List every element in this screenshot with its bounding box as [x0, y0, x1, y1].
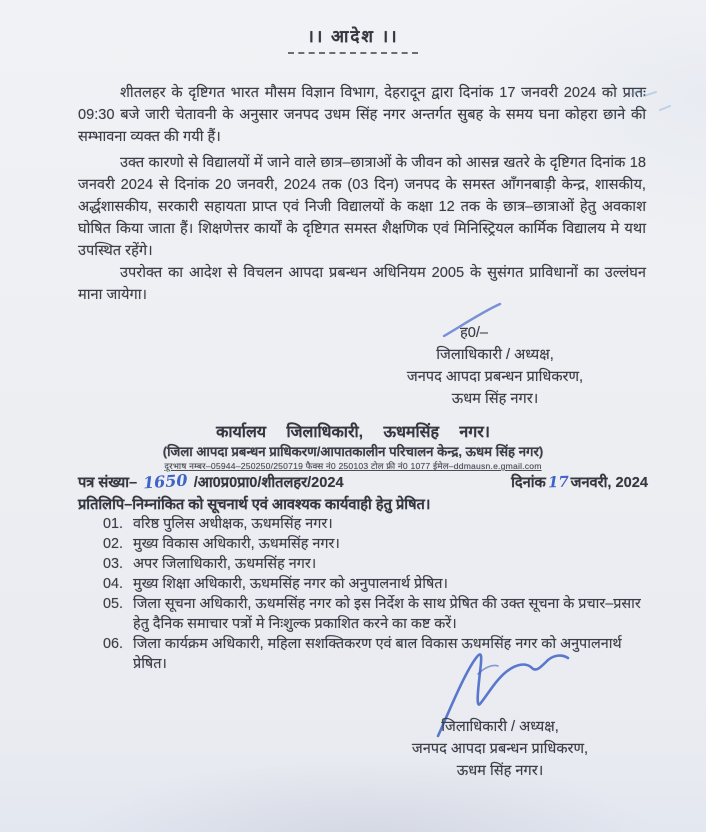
handwritten-date-number: 17 [547, 472, 569, 492]
signed-mark: ह0/– [459, 325, 489, 341]
recipients-list [103, 515, 648, 675]
item-number: 01. [103, 516, 124, 532]
document-title: ।। आदेश ।। [307, 27, 399, 46]
office-heading: कार्यालय जिलाधिकारी, ऊधमसिंह नगर। [216, 424, 490, 441]
title-dashed-underline [288, 52, 418, 54]
item-text: मुख्य शिक्षा अधिकारी, ऊधमसिंह नगर को अनुपालनार्थ प्रेषित। [133, 576, 448, 593]
paragraph-violation-warning [78, 262, 646, 306]
letter-number-suffix: /आ0प्र0प्रा0/शीतलहर/2024 [193, 475, 344, 491]
authority-line: जनपद आपदा प्रबन्धन प्राधिकरण, [411, 741, 589, 757]
designation-line: जिलाधिकारी / अध्यक्ष, [436, 347, 554, 363]
item-number: 06. [103, 636, 124, 653]
item-number: 05. [103, 596, 124, 613]
letter-number-label: पत्र संख्या– [78, 475, 138, 491]
signature-block-top [340, 322, 650, 410]
item-number: 02. [103, 536, 124, 553]
copy-distribution-line: प्रतिलिपि–निम्नांकित को सूचनार्थ एवं आवश्यक कार्यवाही हेतु प्रेषित। [78, 497, 431, 513]
office-subheading: (जिला आपदा प्रबन्धन प्राधिकरण/आपातकालीन परिचालन केन्द्र, ऊधम सिंह नगर) [162, 444, 544, 459]
office-contact-line: दूरभाष नम्बर–05944–250250/250719 फैक्स नं0 250103 टोल फ्री नं0 1077 ईमेल–ddmausn.e.gmail.com [164, 461, 542, 471]
date-suffix: जनवरी, 2024 [570, 475, 648, 491]
item-number: 04. [103, 576, 124, 593]
date-label: दिनांक [511, 475, 546, 491]
item-number: 03. [103, 556, 124, 573]
paragraph-text: शीतलहर के दृष्टिगत भारत मौसम विज्ञान विभाग, देहरादून द्वारा दिनांक 17 जनवरी 2024 को प्रातः 09:30 बजे जारी चेतावनी के अनुसार जनपद उधम सिंह नगर अन्तर्गत सुबह के समय घना कोहरा छाने की सम्भावना व्यक्त की गयी हैं। [78, 85, 646, 145]
item-text: जिला कार्यक्रम अधिकारी, महिला सशक्तिकरण एवं बाल विकास ऊधमसिंह नगर को अनुपालनार्थ प्रेषित। [133, 636, 622, 672]
authority-line: जनपद आपदा प्रबन्धन प्राधिकरण, [406, 369, 584, 385]
list-item [103, 535, 648, 555]
list-item [103, 635, 648, 674]
item-text: अपर जिलाधिकारी, ऊधमसिंह नगर। [133, 556, 317, 573]
district-line: ऊधम सिंह नगर। [451, 391, 539, 407]
paragraph-text: उक्त कारणो से विद्यालयों में जाने वाले छात्र–छात्राओं के जीवन को आसन्न खतरे के दृष्टिगत दिनांक 18 जनवरी 2024 से दिनांक 20 जनवरी, 2024 तक (03 दिन) जनपद के समस्त आँगनबाड़ी केन्द्र, शासकीय, अर्द्धशासकीय, सरकारी सहायता प्राप्त एवं निजी विद्यालयों के कक्षा 12 तक के छात्र–छात्राओं हेतु अवकाश घोषित किया जाता हैं। शिक्षणेत्तर कार्यों के दृष्टिगत समस्त शैक्षणिक एवं मिनिस्ट्रियल कार्मिक विद्यालय मे यथा उपस्थित रहेंगे। [78, 155, 646, 259]
handwritten-letter-number: 1650 [142, 470, 189, 493]
paragraph-weather-warning [78, 82, 646, 148]
list-item [103, 515, 648, 535]
reference-line [78, 472, 648, 492]
item-text: मुख्य विकास अधिकारी, ऊधमसिंह नगर। [133, 536, 340, 553]
item-text: जिला सूचना अधिकारी, ऊधमसिंह नगर को इस निर्देश के साथ प्रेषित की उक्त सूचना के प्रचार–प्रसार हेतु दैनिक समाचार पत्रों मे निःशुल्क प्रकाशित करने का कष्ट करें। [133, 596, 641, 632]
paragraph-text: उपरोक्त का आदेश से विचलन आपदा प्रबन्धन अधिनियम 2005 के सुसंगत प्राविधानों का उल्लंघन माना जायेगा। [78, 265, 646, 303]
signature-block-bottom [350, 716, 650, 782]
designation-line: जिलाधिकारी / अध्यक्ष, [441, 719, 559, 735]
list-item [103, 595, 648, 634]
paragraph-holiday-order [78, 152, 646, 262]
district-line: ऊधम सिंह नगर। [456, 763, 544, 779]
list-item [103, 575, 648, 595]
item-text: वरिष्ठ पुलिस अधीक्षक, ऊधमसिंह नगर। [133, 516, 333, 532]
list-item [103, 555, 648, 575]
